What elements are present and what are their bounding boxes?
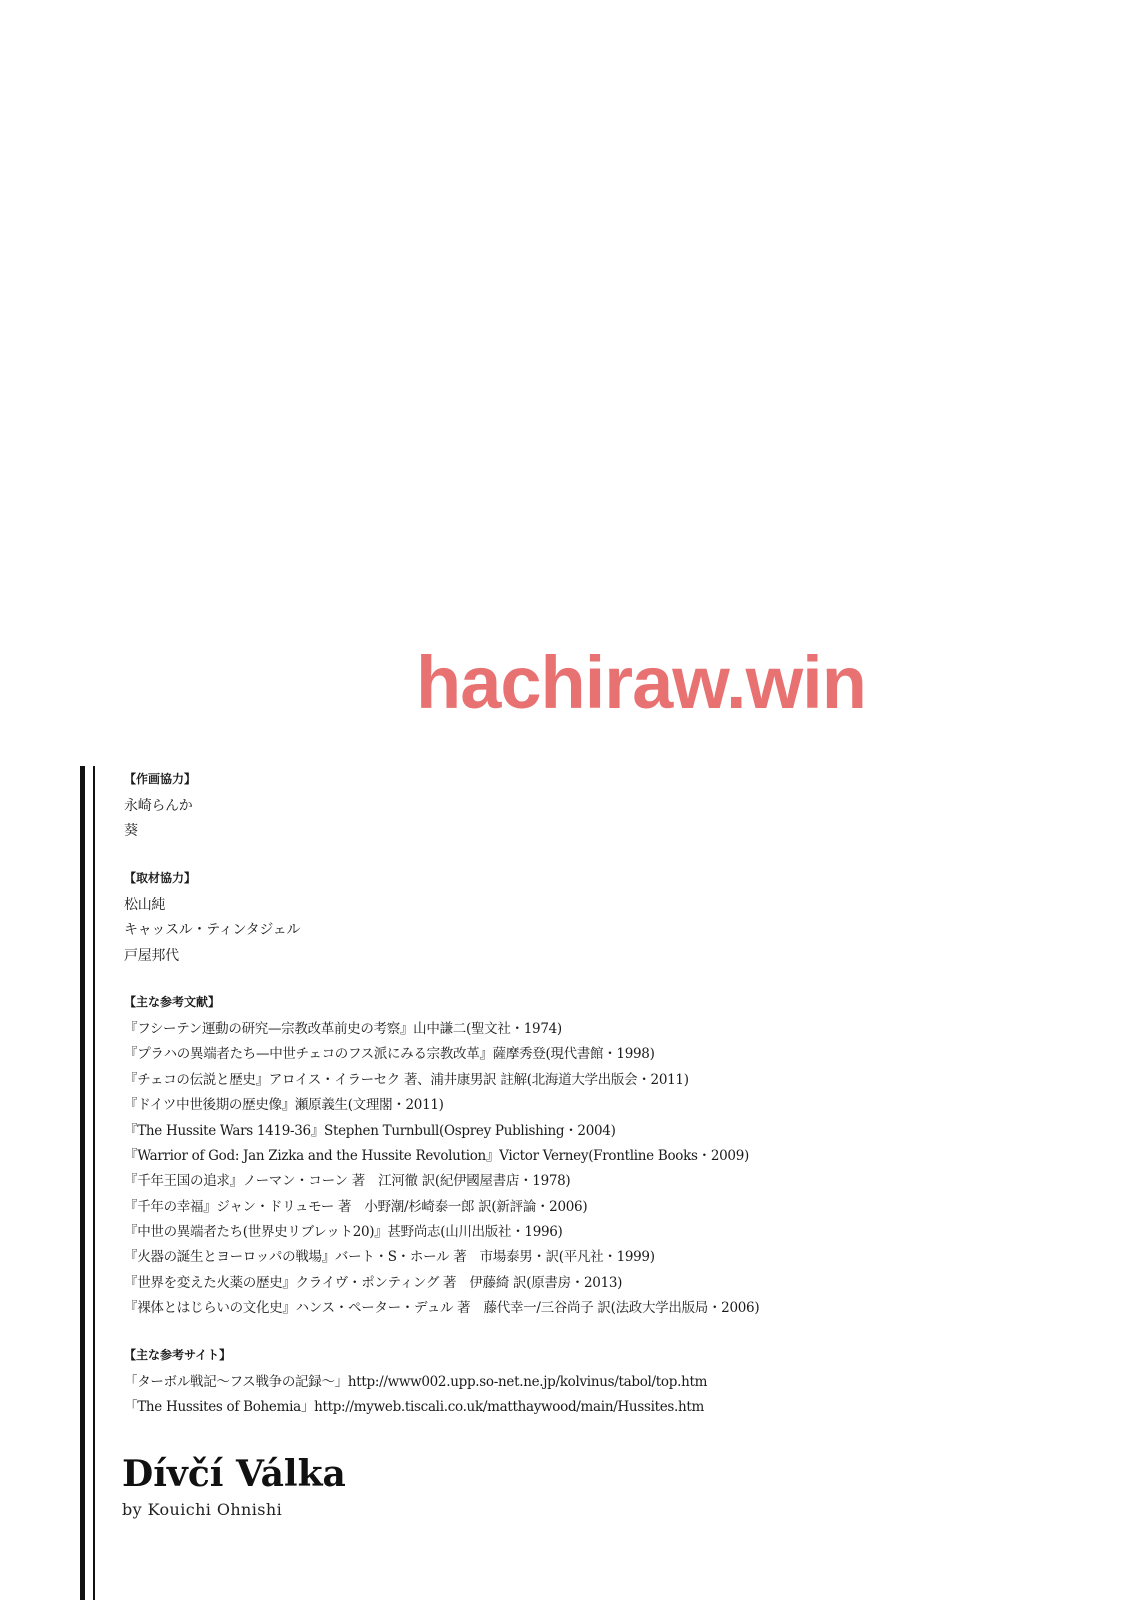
reference-item: 『千年王国の追求』ノーマン・コーン 著 江河徹 訳(紀伊國屋書店・1978) — [124, 1173, 571, 1190]
section-references — [124, 991, 1104, 1322]
site-item: 「ターボル戦記〜フス戦争の記録〜」http://www002.upp.so-net.ne.jp/kolvinus/tabol/top.htm — [124, 1373, 708, 1390]
title-logo — [122, 1453, 346, 1519]
reference-item: 『世界を変えた火薬の歴史』クライヴ・ポンティング 著 伊藤綺 訳(原書房・2013) — [124, 1274, 623, 1291]
reference-item: 『Warrior of God: Jan Zizka and the Hussite Revolution』Victor Verney(Frontline Books・2009) — [124, 1147, 749, 1164]
reference-item: 『チェコの伝説と歴史』アロイス・イラーセク 著、浦井康男訳 註解(北海道大学出版会・2011) — [124, 1071, 689, 1088]
credit-line: 葵 — [124, 823, 138, 840]
credit-line: 松山純 — [124, 896, 166, 913]
margin-rule-thick — [80, 766, 85, 1600]
credit-line: キャッスル・ティンタジェル — [124, 922, 301, 939]
section-heading: 【取材協力】 — [124, 870, 197, 885]
reference-item: 『裸体とはじらいの文化史』ハンス・ペーター・デュル 著 藤代幸一/三谷尚子 訳(法政大学出版局・2006) — [124, 1300, 760, 1317]
reference-item: 『火器の誕生とヨーロッパの戦場』バート・S・ホール 著 市場泰男・訳(平凡社・1999) — [124, 1249, 655, 1266]
margin-rule-thin — [93, 766, 95, 1600]
section-research-assist — [124, 867, 1104, 969]
reference-item: 『中世の異端者たち(世界史リブレット20)』甚野尚志(山川出版社・1996) — [124, 1224, 563, 1241]
section-heading: 【主な参考文献】 — [124, 994, 221, 1009]
credit-line: 永崎らんか — [124, 798, 193, 814]
logo-title: Dívčí Válka — [122, 1453, 346, 1495]
logo-subtitle: by Kouichi Ohnishi — [122, 1500, 283, 1519]
section-sites — [124, 1344, 1104, 1421]
reference-item: 『ドイツ中世後期の歴史像』瀬原義生(文理閣・2011) — [124, 1097, 444, 1114]
reference-item: 『プラハの異端者たち—中世チェコのフス派にみる宗教改革』薩摩秀登(現代書館・1998) — [124, 1046, 655, 1063]
section-heading: 【作画協力】 — [124, 772, 197, 786]
site-item: 「The Hussites of Bohemia」http://myweb.tiscali.co.uk/matthaywood/main/Hussites.htm — [124, 1399, 705, 1416]
credit-line: 戸屋邦代 — [124, 947, 179, 964]
section-art-assist — [124, 768, 1104, 845]
watermark-text: hachiraw.win — [416, 641, 866, 724]
reference-item: 『フシーテン運動の研究—宗教改革前史の考察』山中謙二(聖文社・1974) — [124, 1020, 562, 1037]
credits-block — [124, 768, 1104, 1442]
reference-item: 『The Hussite Wars 1419-36』Stephen Turnbull(Osprey Publishing・2004) — [124, 1122, 616, 1139]
section-heading: 【主な参考サイト】 — [124, 1347, 232, 1362]
reference-item: 『千年の幸福』ジャン・ドリュモー 著 小野潮/杉崎泰一郎 訳(新評論・2006) — [124, 1198, 588, 1215]
